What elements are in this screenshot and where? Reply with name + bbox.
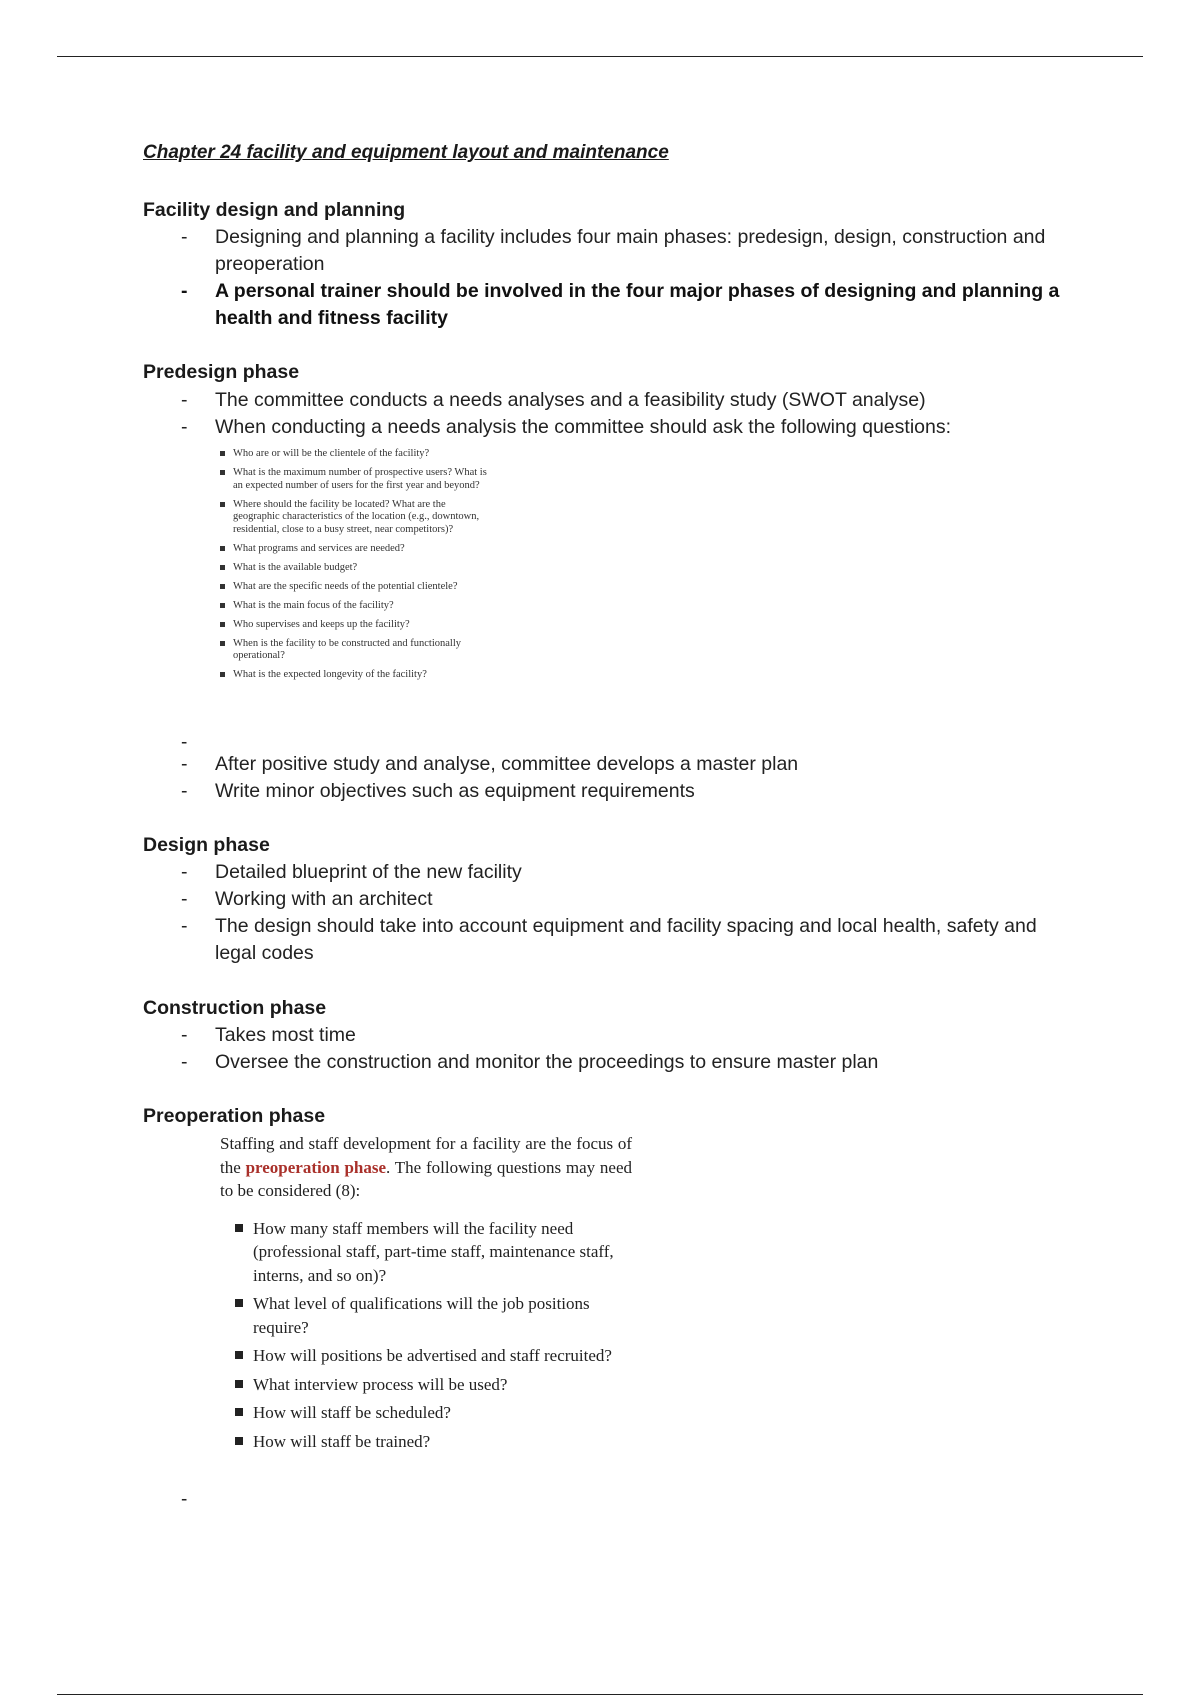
list-item: - Working with an architect: [143, 886, 1063, 913]
header-rule: [57, 56, 1143, 57]
preoperation-excerpt: [220, 1132, 632, 1458]
footer-rule: [57, 1694, 1143, 1695]
section-heading-design: Design phase: [143, 834, 270, 856]
section-heading-preoperation: Preoperation phase: [143, 1105, 326, 1127]
intro-text-after: . The following questions may need to be considered (8):: [220, 1157, 633, 1200]
question-item: Where should the facility be located? What are the geographic characteristics of the location (e.g., downtown, residential, close to a busy street, near competitors)?: [218, 499, 488, 537]
question-item: How will staff be scheduled?: [233, 1401, 632, 1425]
section-heading-facility-design: Facility design and planning: [143, 199, 406, 221]
question-item: How many staff members will the facility need (professional staff, part-time staff, maintenance staff, interns, and so on)?: [233, 1217, 632, 1288]
list-item: - The committee conducts a needs analyses and a feasibility study (SWOT analyse): [143, 387, 1063, 414]
question-item: What are the specific needs of the potential clientele?: [218, 581, 488, 594]
question-item: Who supervises and keeps up the facility?: [218, 619, 488, 632]
list-item: - Oversee the construction and monitor the proceedings to ensure master plan: [143, 1049, 1063, 1076]
facility-design-list: [143, 224, 1063, 332]
design-list: [143, 859, 1063, 967]
question-item: How will staff be trained?: [233, 1430, 632, 1454]
question-item: When is the facility to be constructed and functionally operational?: [218, 638, 488, 663]
question-item: What programs and services are needed?: [218, 543, 488, 556]
stray-dash: -: [181, 1489, 188, 1510]
list-item: - A personal trainer should be involved in the four major phases of designing and planning a health and fitness facility: [143, 278, 1063, 332]
list-item: - After positive study and analyse, committee develops a master plan: [143, 751, 1063, 778]
section-heading-predesign: Predesign phase: [143, 361, 300, 383]
intro-text: Staffing and staff development for a facility are the focus of the: [220, 1134, 632, 1177]
needs-analysis-questions-excerpt: [218, 448, 488, 688]
question-item: What is the available budget?: [218, 562, 488, 575]
question-item: What level of qualifications will the job positions require?: [233, 1292, 632, 1339]
question-item: What is the maximum number of prospective users? What is an expected number of users for the first year and beyond?: [218, 467, 488, 492]
predesign-list-after: [143, 751, 1063, 805]
preoperation-phase-term: preoperation phase: [245, 1157, 387, 1177]
question-item: What is the expected longevity of the facility?: [218, 669, 488, 682]
list-item: - The design should take into account equipment and facility spacing and local health, safety and legal codes: [143, 913, 1063, 967]
list-item: - Detailed blueprint of the new facility: [143, 859, 1063, 886]
stray-dash: -: [181, 732, 188, 753]
question-item: What is the main focus of the facility?: [218, 600, 488, 613]
question-item: What interview process will be used?: [233, 1373, 632, 1397]
construction-list: [143, 1022, 1063, 1076]
section-heading-construction: Construction phase: [143, 997, 327, 1019]
list-item: - Designing and planning a facility includes four main phases: predesign, design, construction and preoperation: [143, 224, 1063, 278]
predesign-list: [143, 387, 1063, 441]
list-item: - When conducting a needs analysis the committee should ask the following questions:: [143, 414, 1063, 441]
list-item: - Takes most time: [143, 1022, 1063, 1049]
question-item: How will positions be advertised and staff recruited?: [233, 1344, 632, 1368]
page-title: Chapter 24 facility and equipment layout and maintenance: [143, 142, 669, 163]
list-item: - Write minor objectives such as equipment requirements: [143, 778, 1063, 805]
preoperation-intro: [220, 1132, 632, 1203]
question-item: Who are or will be the clientele of the facility?: [218, 448, 488, 461]
